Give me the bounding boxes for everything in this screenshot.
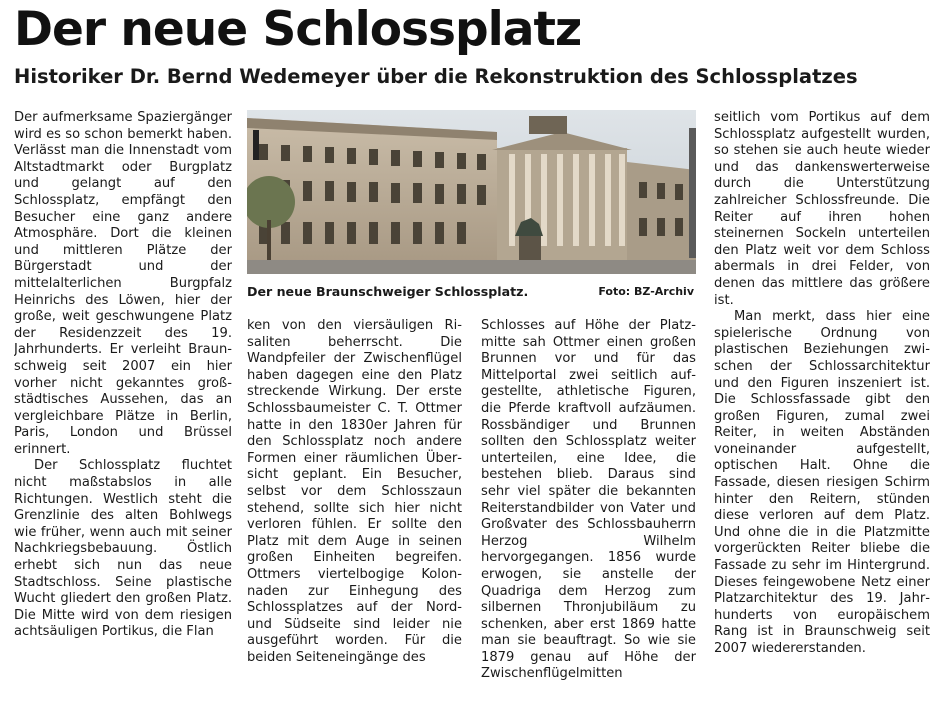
headline: Der neue Schlossplatz <box>14 2 582 57</box>
article-column-4 <box>714 110 930 708</box>
photo-credit: Foto: BZ-Archiv <box>598 285 694 298</box>
body-paragraph: seitlich vom Portikus auf dem Schlossplatz aufgestellt wurden, so stehen sie auch heute wieder und das dankenswerterweise durch die Unterstützung zahlreicher Schlossfreunde. Die Reiter auf ihren hohen steinernen Sockeln unterteilen den Platz weit vor dem Schloss abermals in drei Felder, von denen das mittlere das größere ist. <box>714 110 930 308</box>
photo-caption <box>247 284 696 302</box>
body-paragraph: Der aufmerksame Spaziergänger wird es so schon bemerkt haben. Verlässt man die Innenstadt vom Altstadtmarkt oder Burgplatz und gelangt auf den Schlossplatz, empfängt den Besucher eine ganz andere Atmosphäre. Dort die kleinen und mittleren Plätze der Bürgerstadt und der mittelalterlichen Burgpfalz Heinrichs des Löwen, hier der große, weit geschwungene Platz der Residenzzeit des 19. Jahrhunderts. Er verleiht Braunschweig seit 2007 ein hier vorher nicht gekanntes großstädtisches Aussehen, das an vergleichbare Plätze in Berlin, Paris, London und Brüssel erinnert. <box>14 110 232 457</box>
article-column-3 <box>481 318 696 708</box>
article-column-2 <box>247 318 462 708</box>
schlossplatz-photo <box>247 110 696 274</box>
body-paragraph: Man merkt, dass hier eine spielerische Ordnung von plastischen Beziehungen zwischen der Schlossarchitektur und den Figuren inszeniert ist. Die Schlossfassade gibt den großen Figuren, zumal zwei Reiter, in weiten Abständen voneinander aufgestellt, optischen Halt. Ohne die Fassade, diesen riesigen Schirm hinter den Reitern, stünden diese verloren auf dem Platz. Und ohne die in die Platzmitte vorgerückten Reiter bliebe die Fassade zu sehr im Hintergrund. Dieses feingewobene Netz einer Platzarchitektur des 19. Jahrhunderts von europäischem Rang ist in Braunschweig seit 2007 wiedererstanden. <box>714 309 930 656</box>
article-column-1 <box>14 110 232 708</box>
palace-illustration <box>247 110 696 274</box>
body-paragraph: Schlosses auf Höhe der Platzmitte sah Ottmer einen großen Brunnen vor und für das Mittelportal zwei seitlich aufgestellte, athletische Figuren, die Pferde kraftvoll aufzäumen. Rossbändiger und Brunnen sollten den Schlossplatz weiter unterteilen, eine Idee, die bestehen blieb. Daraus sind sehr viel später die bekannten Reiterstandbilder von Vater und Großvater des Schlossbauherrn Herzog Wilhelm hervorgegangen. 1856 wurde erwogen, sie anstelle der Quadriga dem Herzog zum silbernen Thronjubiläum zu schenken, aber erst 1869 hatte man sie beauftragt. So wie sie 1879 genau auf Höhe der Zwischenflügelmitten <box>481 318 696 682</box>
caption-text: Der neue Braunschweiger Schlossplatz. <box>247 284 529 299</box>
body-paragraph: Der Schlossplatz fluchtet nicht maßstabslos in alle Richtungen. Westlich steht die Grenzlinie des alten Bohlwegs wie früher, wenn auch mit seiner Nachkriegsbebauung. Östlich erhebt sich nun das neue Stadtschloss. Seine plastische Wucht gliedert den großen Platz. Die Mitte wird von dem riesigen achtsäuligen Portikus, die Flan <box>14 458 232 640</box>
subheadline: Historiker Dr. Bernd Wedemeyer über die Rekonstruktion des Schlossplatzes <box>14 65 858 88</box>
body-paragraph: ken von den viersäuligen Risaliten beherrscht. Die Wandpfeiler der Zwischenflügel haben dagegen eine den Platz streckende Wirkung. Der erste Schlossbaumeister C. T. Ottmer hatte in den 1830er Jahren für den Schlossplatz noch andere Formen einer räumlichen Übersicht geplant. Ein Besucher, selbst vor dem Schlosszaun stehend, sollte sich hier nicht verloren fühlen. Er sollte den Platz mit dem Auge in seinen großen Einheiten begreifen. Ottmers viertelbogige Kolonnaden zur Einhegung des Schlossplatzes auf der Nord- und Südseite sind leider nie ausgeführt worden. Für die beiden Seiteneingänge des <box>247 318 462 665</box>
